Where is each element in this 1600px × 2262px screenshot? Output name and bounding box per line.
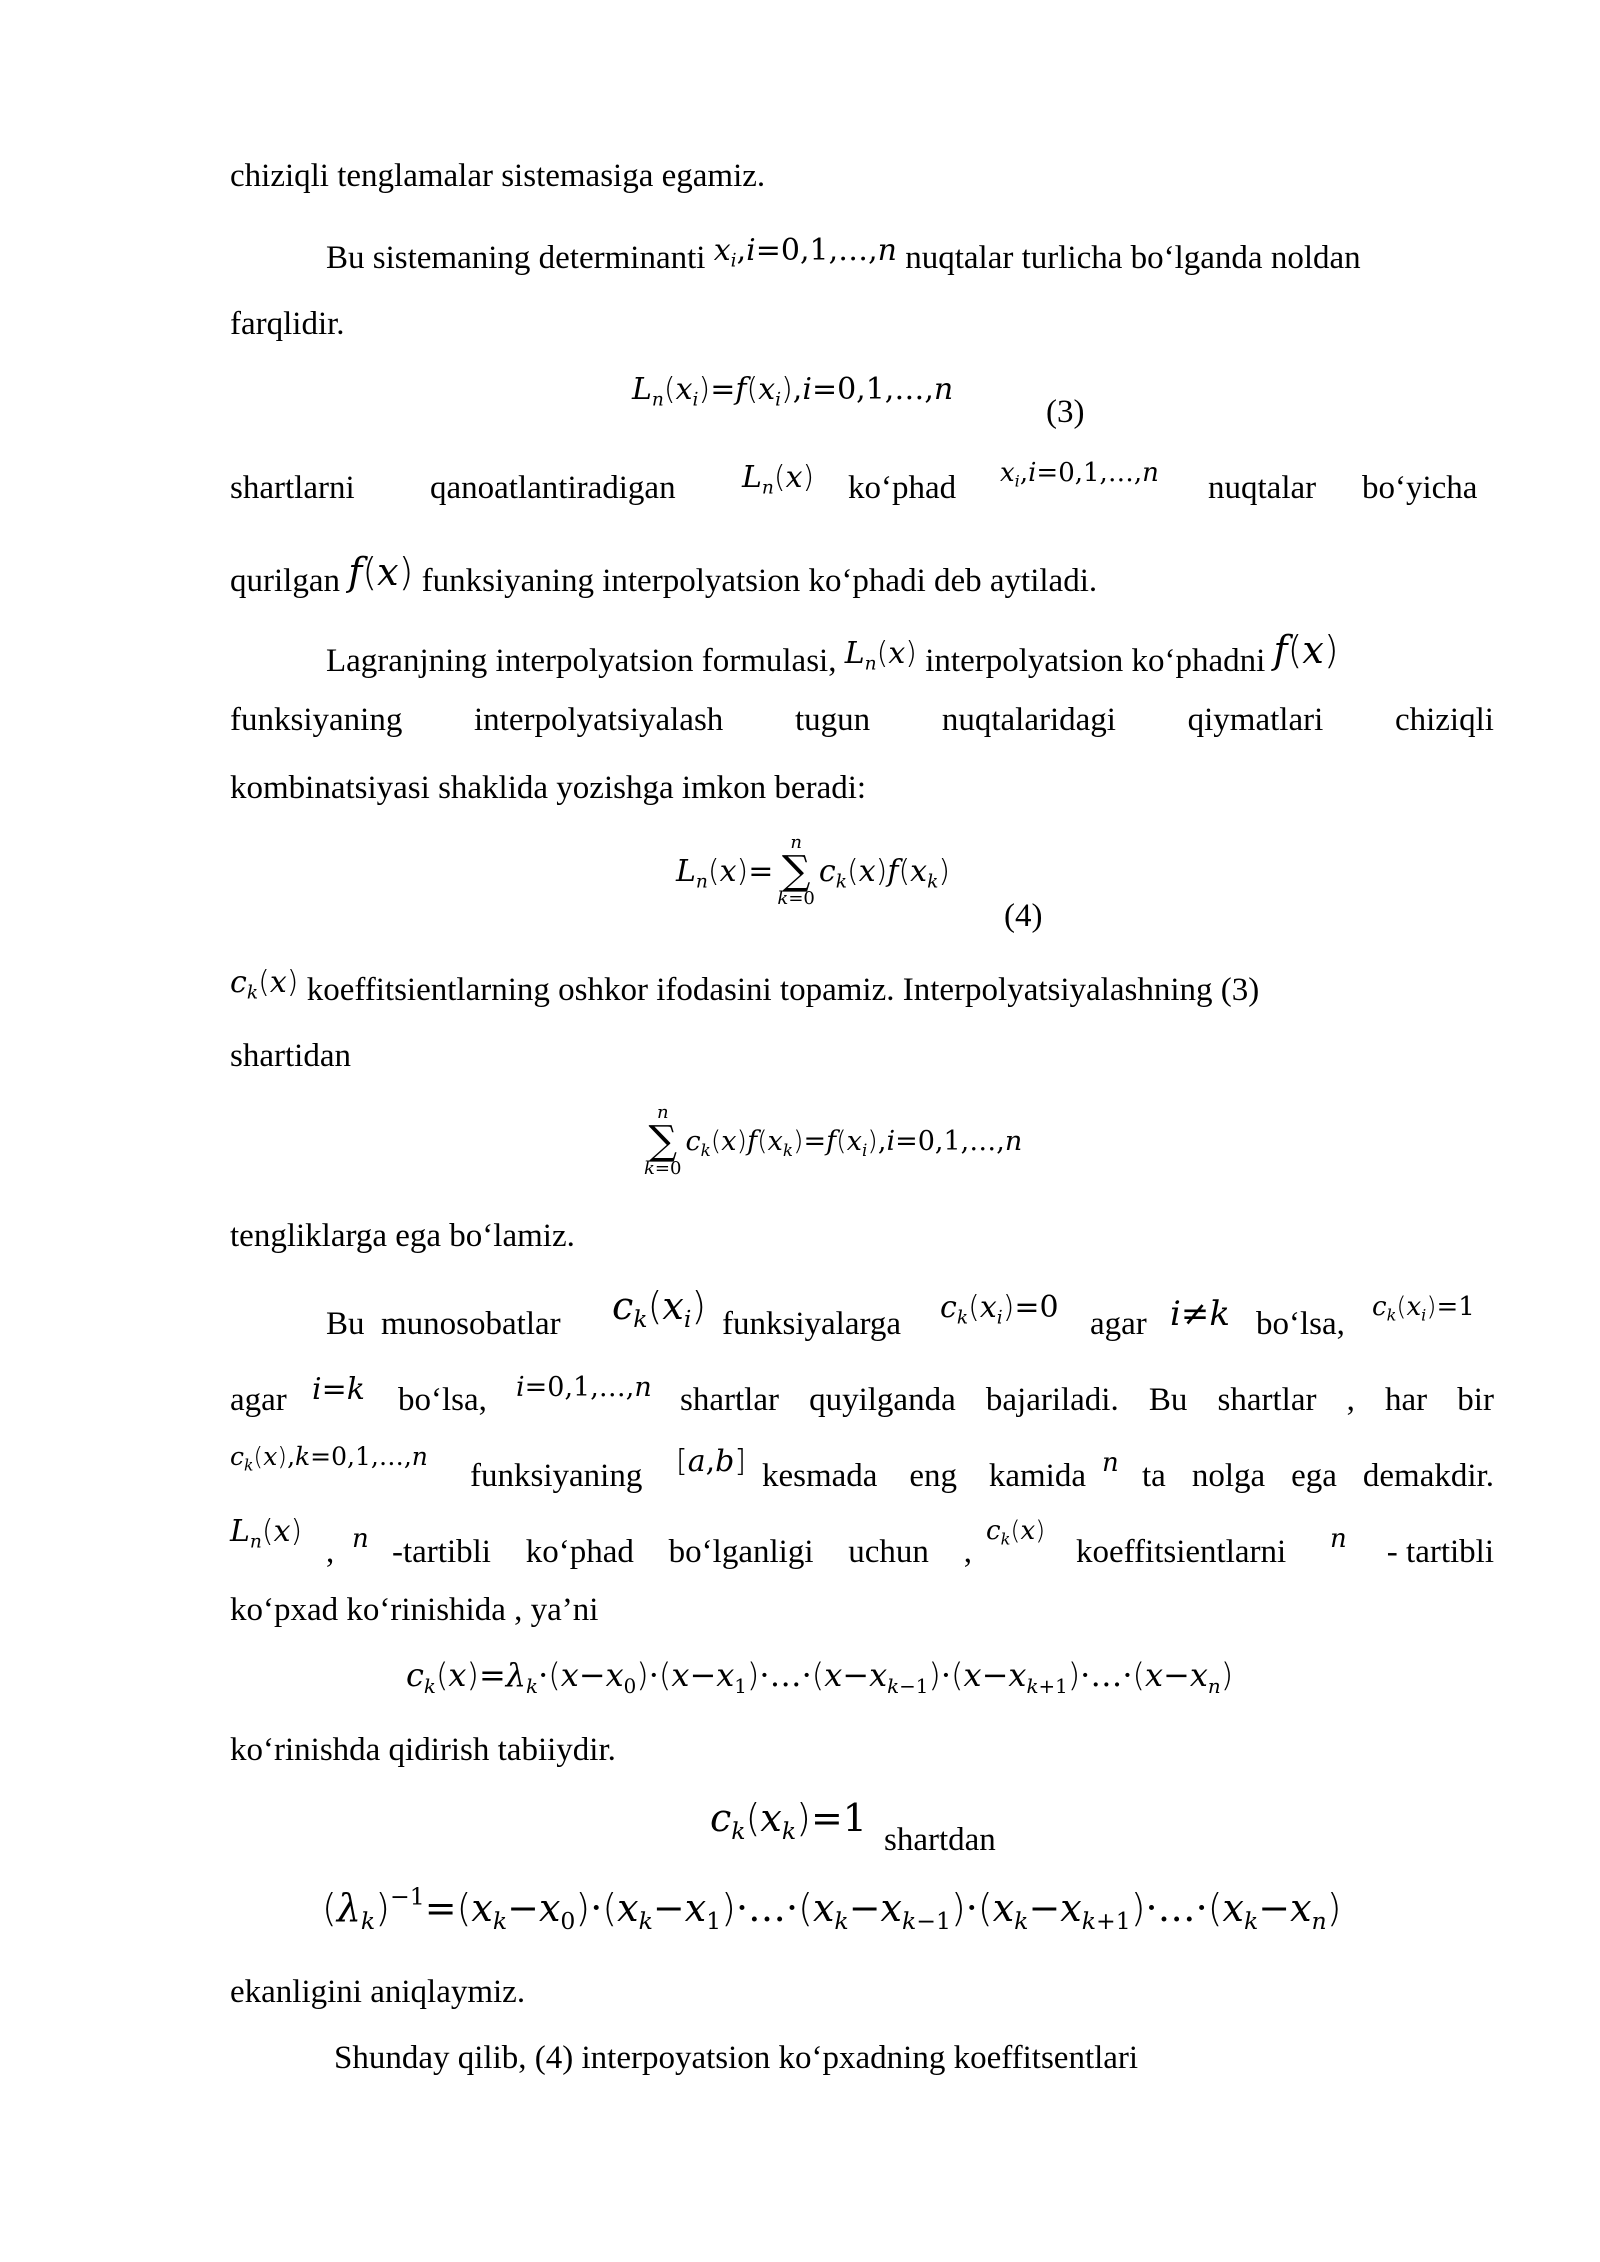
text-line-16: [230, 1592, 598, 1629]
text-line-4d: [1208, 470, 1316, 507]
word: nuqtalaridagi: [941, 702, 1116, 738]
math-formula: $L_n(x)$: [844, 636, 917, 675]
paragraph-text: farqlidir.: [230, 306, 345, 342]
paragraph-text: nuqtalar turlicha bo‘lganda noldan: [905, 240, 1361, 276]
paragraph-text: Bu: [326, 1306, 365, 1342]
equation-number: (3): [1046, 394, 1085, 430]
word: ,: [963, 1534, 972, 1570]
sum-symbol: n ∑ k=0: [644, 1102, 682, 1179]
math-formula: f(x): [348, 550, 414, 594]
math-formula: i≠k: [1170, 1294, 1230, 1334]
paragraph-text: ekanligini aniqlaymiz.: [230, 1974, 526, 2010]
text-line-12: [326, 1306, 561, 1343]
word: har: [1385, 1382, 1428, 1418]
text-line-20: [334, 2040, 1138, 2077]
word: funksiyaning: [230, 702, 403, 738]
math-formula: $c_k(x_i)=1$: [1372, 1292, 1475, 1325]
math-formula: $c_k(x_i)$: [612, 1284, 707, 1334]
word: shartlar: [1217, 1382, 1317, 1418]
text-line-12d: [1256, 1306, 1345, 1343]
paragraph-text: interpolyatsion ko‘phadni: [925, 643, 1266, 679]
word: ,: [1346, 1382, 1355, 1418]
text-line-11: [230, 1218, 575, 1255]
paragraph-text: ko‘pxad ko‘rinishida , ya’ni: [230, 1592, 599, 1628]
math-formula: $x_i,i=0,1,\dots,n$: [713, 233, 897, 272]
text-line-14: [470, 1458, 642, 1495]
paragraph-text: bo‘yicha: [1362, 470, 1478, 506]
word: eng: [909, 1458, 957, 1494]
math-formula: [a,b]: [676, 1444, 747, 1479]
paragraph-text: chiziqli tenglamalar sistemasiga egamiz.: [230, 158, 766, 194]
paragraph-text: bo‘lsa,: [1256, 1306, 1345, 1342]
word: interpolyatsiyalash: [474, 702, 724, 738]
text-line-5: [230, 550, 1098, 600]
text-line-4c: [848, 470, 956, 507]
math-formula: $c_k(x_i)=0$: [940, 1290, 1059, 1329]
paragraph-text: qurilgan: [230, 563, 340, 599]
paragraph-text: shartidan: [230, 1038, 351, 1074]
text-line-15: [326, 1534, 334, 1571]
paragraph-text: - tartibli: [1386, 1534, 1494, 1570]
equation-number: (4): [1004, 898, 1043, 934]
text-line-13b: [398, 1382, 487, 1419]
math-formula: n: [352, 1524, 369, 1554]
equation-4: $L_n(x)=$ n ∑ k=0 $c_k(x)f(x_k)$: [676, 832, 951, 909]
text-line-6: [326, 628, 1339, 680]
text-line-15d: [1360, 1534, 1494, 1571]
paragraph-text: shartdan: [884, 1822, 996, 1858]
word: uchun: [848, 1534, 929, 1570]
paragraph-text: bo‘lsa,: [398, 1382, 487, 1418]
word: shartlar: [680, 1382, 779, 1418]
paragraph-text: funksiyaning: [470, 1458, 643, 1494]
text-line-4e: [1362, 470, 1477, 507]
paragraph-text: shartlarni: [230, 470, 355, 506]
word: quyilganda: [809, 1382, 956, 1418]
paragraph-text: Bu sistemaning determinanti: [326, 240, 706, 276]
text-line-17: [230, 1732, 616, 1769]
paragraph-text: qanoatlantiradigan: [430, 470, 676, 506]
paragraph-text: Shunday qilib, (4) interpoyatsion ko‘pxadning koeffitsentlari: [334, 2040, 1139, 2076]
word: qiymatlari: [1187, 702, 1324, 738]
text-line-14c: [1142, 1458, 1494, 1495]
word: bir: [1457, 1382, 1494, 1418]
text-line-15c: [1076, 1534, 1286, 1571]
math-formula: $L_n(x)$: [742, 460, 815, 499]
text-line-8: [230, 770, 866, 807]
text-line-18: [884, 1822, 996, 1859]
text-line-13c: [680, 1382, 1494, 1419]
math-formula: $c_k(x_k)=1$: [710, 1796, 867, 1846]
sum-symbol: n ∑ k=0: [777, 832, 815, 909]
text-line-3: [230, 306, 345, 343]
paragraph-text: ko‘phad: [848, 470, 957, 506]
text-line-19: [230, 1974, 525, 2011]
word: tugun: [794, 702, 871, 738]
text-line-7: [230, 702, 1494, 739]
text-line-12c: [1090, 1306, 1147, 1343]
word: demakdir.: [1362, 1458, 1494, 1494]
word: chiziqli: [1394, 702, 1494, 738]
math-formula: n: [1102, 1448, 1119, 1478]
word: Bu: [1148, 1382, 1188, 1418]
text-line-9: [230, 965, 1260, 1009]
math-formula: i=0,1,…,n: [516, 1372, 652, 1403]
math-formula: $c_k(x)$: [230, 965, 299, 1004]
word: nolga: [1191, 1458, 1266, 1494]
text-line-15b: [392, 1534, 972, 1571]
text-line-4: [230, 470, 355, 507]
math-formula: $c_k(x)$: [986, 1516, 1046, 1549]
word: ega: [1291, 1458, 1337, 1494]
text-line-14b: [762, 1458, 1086, 1495]
math-formula: f(x): [1273, 628, 1339, 672]
text-line-13: [230, 1382, 287, 1419]
paragraph-text: funksiyalarga: [722, 1306, 902, 1342]
equation-3: $L_n(x_i)=f(x_i),i=0,1,\dots,n$: [632, 372, 954, 411]
paragraph-text: Lagranjning interpolyatsion formulasi,: [326, 643, 837, 679]
paragraph-text: tengliklarga ega bo‘lamiz.: [230, 1218, 575, 1254]
text-line-4b: [430, 470, 676, 507]
word: bajariladi.: [985, 1382, 1119, 1418]
text-line-12b: [722, 1306, 901, 1343]
text-line-10: [230, 1038, 351, 1075]
paragraph-text: koeffitsientlarning oshkor ifodasini topamiz. Interpolyatsiyalashning (3): [306, 972, 1260, 1008]
text-line-2: [326, 233, 1361, 277]
paragraph-text: ko‘rinishda qidirish tabiiydir.: [230, 1732, 616, 1768]
equation-lambda: $(\lambda_k)^{-1}=(x_k-x_0)\cdot(x_k-x_1)\cdot\dots\cdot(x_k-x_{k-1})\cdot(x_k-x_{k+1})\cdot\dots\cdot(x_k-x_n)$: [322, 1882, 1342, 1936]
math-formula: i=k: [312, 1372, 365, 1407]
paragraph-text: funksiyaning interpolyatsion ko‘phadi deb aytiladi.: [421, 563, 1098, 599]
paragraph-text: agar: [1090, 1306, 1147, 1342]
equation-sum: n ∑ k=0 $c_k(x)f(x_k)=f(x_i),i=0,1,\dots,n$: [644, 1102, 1023, 1179]
paragraph-text: ,: [326, 1534, 335, 1570]
word: kesmada: [762, 1458, 878, 1494]
word: bo‘lganligi: [668, 1534, 814, 1570]
math-formula: $c_k(x),k=0,1,\dots,n$: [230, 1442, 428, 1475]
paragraph-text: koeffitsientlarni: [1076, 1534, 1287, 1570]
math-formula: $x_i,i=0,1,\dots,n$: [1000, 458, 1159, 491]
word: ta: [1142, 1458, 1166, 1494]
paragraph-text: munosobatlar: [381, 1306, 561, 1342]
word: kamida: [988, 1458, 1086, 1494]
math-formula: n: [1330, 1524, 1347, 1554]
text-line-1: [230, 158, 765, 195]
word: ko‘phad: [525, 1534, 634, 1570]
word: -tartibli: [392, 1534, 491, 1570]
paragraph-text: kombinatsiyasi shaklida yozishga imkon beradi:: [230, 770, 867, 806]
math-formula: $L_n(x)$: [230, 1514, 303, 1553]
equation-product: $c_k(x)=\lambda_k\cdot(x-x_0)\cdot(x-x_1)\cdot\dots\cdot(x-x_{k-1})\cdot(x-x_{k+1})\cdot\dots\cdot(x-x_n)$: [406, 1656, 1234, 1698]
paragraph-text: nuqtalar: [1208, 470, 1317, 506]
paragraph-text: agar: [230, 1382, 287, 1418]
